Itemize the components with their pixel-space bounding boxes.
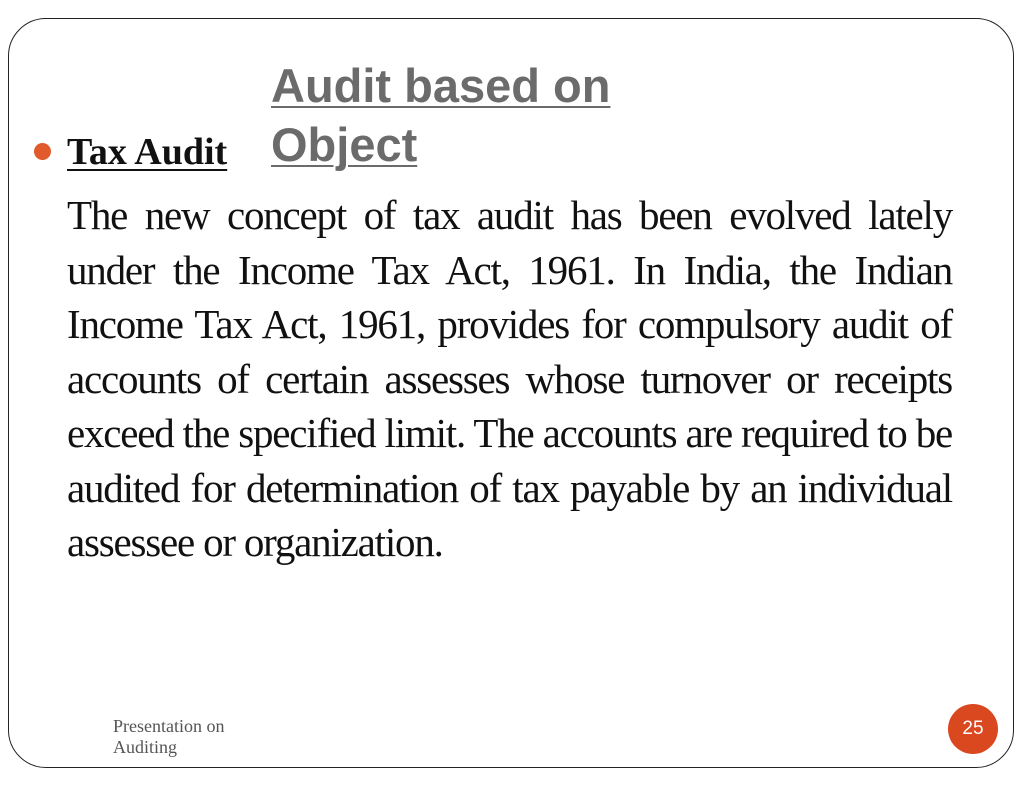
body-paragraph: The new concept of tax audit has been evolved lately under the Income Tax Act, 1961. In India, the Indian Income Tax Act, 1961, provides for compulsory audit of accounts of certain assesses whose turnover or receipts exceed the specified limit. The accounts are required to be audited for determination of tax payable by an individual assessee or organization. [67,192,952,565]
footer-text: Presentation on Auditing [113,716,225,757]
bullet-dot-icon [34,143,51,160]
bullet-heading: Tax Audit [67,131,228,173]
slide-title: Audit based on Object [271,59,611,171]
page-number-badge: 25 [948,704,998,754]
